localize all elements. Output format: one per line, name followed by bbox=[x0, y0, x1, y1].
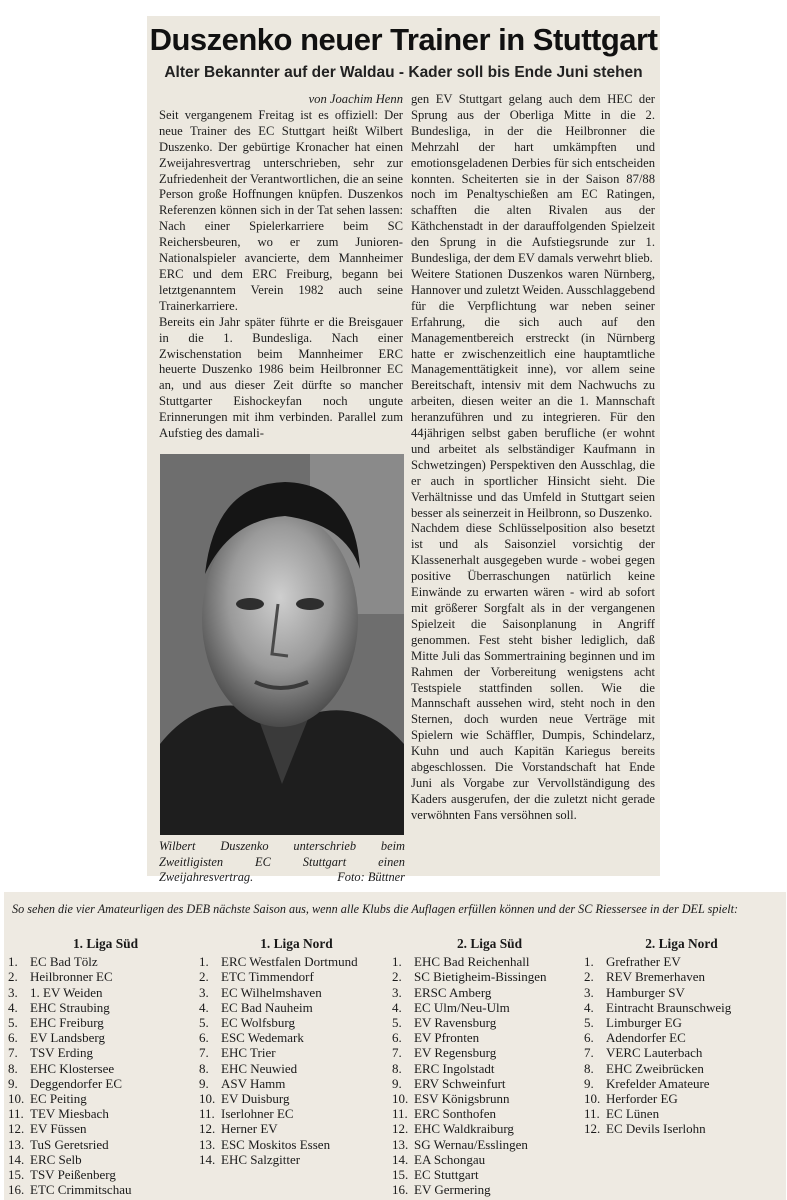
list-item bbox=[8, 1167, 203, 1182]
rank-number: 5. bbox=[199, 1015, 209, 1031]
rank-number: 4. bbox=[392, 999, 402, 1015]
list-item bbox=[392, 954, 587, 969]
team-name: EV Pfronten bbox=[414, 1030, 480, 1046]
list-item bbox=[199, 1030, 394, 1045]
rank-number: 8. bbox=[392, 1060, 402, 1076]
rank-number: 1. bbox=[392, 954, 402, 970]
list-item bbox=[584, 1076, 779, 1091]
rank-number: 9. bbox=[199, 1075, 209, 1091]
subheadline: Alter Bekannter auf der Waldau - Kader soll bis Ende Juni stehen bbox=[164, 64, 643, 81]
team-name: EC Bad Nauheim bbox=[221, 999, 313, 1015]
rank-number: 4. bbox=[199, 999, 209, 1015]
rank-number: 12. bbox=[392, 1121, 409, 1137]
rank-number: 3. bbox=[199, 984, 209, 1000]
team-name: EV Duisburg bbox=[221, 1091, 290, 1107]
rank-number: 16. bbox=[392, 1182, 409, 1198]
team-name: EC Peiting bbox=[30, 1091, 87, 1107]
list-item bbox=[584, 985, 779, 1000]
portrait-illustration bbox=[160, 454, 404, 835]
team-name: EA Schongau bbox=[414, 1151, 486, 1167]
rank-number: 3. bbox=[392, 984, 402, 1000]
rank-number: 10. bbox=[8, 1091, 25, 1107]
team-name: EV Ravensburg bbox=[414, 1015, 497, 1031]
team-name: EC Bad Tölz bbox=[30, 954, 98, 970]
team-name: TSV Erding bbox=[30, 1045, 93, 1061]
list-item bbox=[392, 1030, 587, 1045]
team-name: TuS Geretsried bbox=[30, 1136, 109, 1152]
team-name: Limburger EG bbox=[606, 1015, 682, 1031]
team-name: REV Bremerhaven bbox=[606, 969, 706, 985]
rank-number: 2. bbox=[584, 969, 594, 985]
rank-number: 9. bbox=[8, 1075, 18, 1091]
photo-credit: Foto: Büttner bbox=[337, 870, 405, 885]
list-item bbox=[8, 1030, 203, 1045]
rank-number: 11. bbox=[8, 1106, 24, 1122]
rank-number: 10. bbox=[584, 1091, 601, 1107]
team-name: Deggendorfer EC bbox=[30, 1075, 123, 1091]
list-item bbox=[199, 1106, 394, 1121]
team-name: EC Devils Iserlohn bbox=[606, 1121, 706, 1137]
list-item bbox=[392, 1000, 587, 1015]
rank-number: 7. bbox=[392, 1045, 402, 1061]
league-title: 1. Liga Nord bbox=[260, 936, 333, 951]
team-name: Iserlohner EC bbox=[221, 1106, 294, 1122]
team-list bbox=[584, 954, 779, 1136]
team-name: ERC Selb bbox=[30, 1151, 82, 1167]
rank-number: 12. bbox=[8, 1121, 25, 1137]
list-item bbox=[584, 1045, 779, 1060]
team-name: EV Landsberg bbox=[30, 1030, 105, 1046]
team-name: ESV Königsbrunn bbox=[414, 1091, 510, 1107]
rank-number: 11. bbox=[199, 1106, 215, 1122]
team-name: SC Bietigheim-Bissingen bbox=[414, 969, 547, 985]
team-list bbox=[392, 954, 587, 1197]
list-item bbox=[392, 1152, 587, 1167]
rank-number: 7. bbox=[8, 1045, 18, 1061]
league-liga-sued-1 bbox=[8, 936, 203, 1197]
list-item bbox=[8, 1121, 203, 1136]
rank-number: 8. bbox=[8, 1060, 18, 1076]
list-item bbox=[199, 1121, 394, 1136]
team-name: Heilbronner EC bbox=[30, 969, 113, 985]
list-item bbox=[199, 1091, 394, 1106]
list-item bbox=[8, 1182, 203, 1197]
rank-number: 9. bbox=[584, 1075, 594, 1091]
rank-number: 4. bbox=[584, 999, 594, 1015]
list-item bbox=[392, 1015, 587, 1030]
list-item bbox=[392, 1076, 587, 1091]
team-name: ASV Hamm bbox=[221, 1075, 286, 1091]
list-item bbox=[584, 1015, 779, 1030]
team-name: EHC Straubing bbox=[30, 999, 110, 1015]
rank-number: 11. bbox=[392, 1106, 408, 1122]
list-item bbox=[199, 985, 394, 1000]
article-column-right bbox=[411, 92, 655, 824]
rank-number: 6. bbox=[392, 1030, 402, 1046]
rank-number: 15. bbox=[392, 1167, 409, 1183]
team-name: Grefrather EV bbox=[606, 954, 681, 970]
team-name: ERC Westfalen Dortmund bbox=[221, 954, 358, 970]
team-name: Herner EV bbox=[221, 1121, 278, 1137]
rank-number: 8. bbox=[199, 1060, 209, 1076]
rank-number: 7. bbox=[584, 1045, 594, 1061]
team-name: SG Wernau/Esslingen bbox=[414, 1136, 528, 1152]
team-name: EHC Trier bbox=[221, 1045, 276, 1061]
list-item bbox=[8, 1106, 203, 1121]
team-name: Krefelder Amateure bbox=[606, 1075, 710, 1091]
list-item bbox=[199, 1076, 394, 1091]
list-item bbox=[392, 1106, 587, 1121]
rank-number: 2. bbox=[199, 969, 209, 985]
article-column-left bbox=[159, 92, 403, 442]
league-title: 2. Liga Süd bbox=[456, 936, 523, 951]
team-list bbox=[8, 954, 203, 1197]
list-item bbox=[584, 969, 779, 984]
rank-number: 10. bbox=[199, 1091, 216, 1107]
list-item bbox=[8, 1137, 203, 1152]
rank-number: 3. bbox=[8, 984, 18, 1000]
rank-number: 12. bbox=[199, 1121, 216, 1137]
rank-number: 16. bbox=[8, 1182, 25, 1198]
league-liga-nord-1 bbox=[199, 936, 394, 1167]
team-name: EV Germering bbox=[414, 1182, 491, 1198]
list-item bbox=[8, 954, 203, 969]
rank-number: 9. bbox=[392, 1075, 402, 1091]
list-item bbox=[8, 1000, 203, 1015]
rank-number: 5. bbox=[8, 1015, 18, 1031]
rank-number: 7. bbox=[199, 1045, 209, 1061]
list-item bbox=[584, 954, 779, 969]
article-paragraph: gen EV Stuttgart gelang auch dem HEC der Sprung aus der Oberliga Mitte in die 2. Bundesliga, in der die Heilbronner die Mehrzahl der hart umkämpften und emotionsgeladenen Derbies für sich entscheiden konnten. Scheiterten sie in der Saison 87/88 noch im Penaltyschießen am EC Ratingen, schafften die alten Rivalen aus der Käthchenstadt in der darauffolgenden Spielzeit den Sprung in die Aufstiegsrunde zur 1. Bundesliga, der dem EV damals verwehrt blieb. bbox=[411, 92, 655, 266]
rank-number: 13. bbox=[392, 1136, 409, 1152]
rank-number: 2. bbox=[392, 969, 402, 985]
team-name: ERC Ingolstadt bbox=[414, 1060, 495, 1076]
rank-number: 14. bbox=[8, 1151, 25, 1167]
article-paragraph: Seit vergangenem Freitag ist es offiziell: Der neue Trainer des EC Stuttgart heißt Wilbert Duszenko. Der gebürtige Kronacher hat einen Zweijahresvertrag unterschrieben, sehr zur Zufriedenheit der Verantwortlichen, die an seine Person große Hoffnungen knüpfen. Duszenkos Referenzen können sich in der Tat sehen lassen: Nach einer Spielerkarriere beim SC Reichersbeuren, wo er zum Junioren-Nationalspieler avancierte, dem Mannheimer ERC und dem ERC Freiburg, begann bei letztgenanntem Verein 1982 auch seine Trainerkarriere. bbox=[159, 107, 403, 313]
team-name: EC Lünen bbox=[606, 1106, 660, 1122]
rank-number: 5. bbox=[584, 1015, 594, 1031]
team-name: EC Wolfsburg bbox=[221, 1015, 295, 1031]
team-name: EV Regensburg bbox=[414, 1045, 497, 1061]
list-item bbox=[584, 1121, 779, 1136]
rank-number: 6. bbox=[584, 1030, 594, 1046]
team-name: ETC Crimmitschau bbox=[30, 1182, 132, 1198]
rank-number: 1. bbox=[584, 954, 594, 970]
list-item bbox=[199, 1015, 394, 1030]
league-title: 1. Liga Süd bbox=[72, 936, 139, 951]
list-item bbox=[584, 1106, 779, 1121]
team-name: Adendorfer EC bbox=[606, 1030, 686, 1046]
team-name: Herforder EG bbox=[606, 1091, 678, 1107]
list-item bbox=[199, 1152, 394, 1167]
team-name: 1. EV Weiden bbox=[30, 984, 103, 1000]
list-item bbox=[392, 985, 587, 1000]
team-name: TSV Peißenberg bbox=[30, 1167, 116, 1183]
rank-number: 3. bbox=[584, 984, 594, 1000]
team-name: EC Stuttgart bbox=[414, 1167, 479, 1183]
list-item bbox=[392, 1061, 587, 1076]
headline: Duszenko neuer Trainer in Stuttgart bbox=[149, 22, 658, 57]
rank-number: 13. bbox=[8, 1136, 25, 1152]
rank-number: 1. bbox=[8, 954, 18, 970]
list-item bbox=[584, 1061, 779, 1076]
team-name: ERV Schweinfurt bbox=[414, 1075, 506, 1091]
list-item bbox=[8, 1076, 203, 1091]
rank-number: 13. bbox=[199, 1136, 216, 1152]
team-name: EV Füssen bbox=[30, 1121, 87, 1137]
list-item bbox=[8, 1045, 203, 1060]
list-item bbox=[392, 1182, 587, 1197]
team-name: ERSC Amberg bbox=[414, 984, 492, 1000]
list-item bbox=[584, 1091, 779, 1106]
team-name: Eintracht Braunschweig bbox=[606, 999, 732, 1015]
list-item bbox=[199, 969, 394, 984]
article-clipping bbox=[147, 16, 660, 885]
team-name: ETC Timmendorf bbox=[221, 969, 314, 985]
list-item bbox=[392, 1167, 587, 1182]
rank-number: 4. bbox=[8, 999, 18, 1015]
rank-number: 14. bbox=[392, 1151, 409, 1167]
article-paragraph: Nachdem diese Schlüsselposition also besetzt ist und als Saisonziel vorsichtig der Klassenerhalt ausgegeben wurde - wobei gegen positive Überraschungen natürlich keine Einwände zu erwarten wären - wird ab sofort mit größerer Sorgfalt als in der vergangenen Spielzeit die Saisonplanung in Angriff genommen. Fest steht bisher lediglich, daß Mitte Juli das Sommertraining beginnen und im Rahmen der Vorbereitung wenigstens acht Testspiele stattfinden sollen. Wie die Mannschaft aussehen wird, steht noch in den Sternen, doch wurden neue Verträge mit Spielern wie Schäffler, Dumpis, Schindelarz, Kuhn und auch Kapitän Kariegus bereits abgeschlossen. Die Vorstandschaft hat Ende Juni als Vorgabe zur Vervollständigung des Kaders ausgerufen, der die zuletzt nicht gerade verwöhnten Fans versöhnen soll. bbox=[411, 521, 655, 822]
team-name: ESC Moskitos Essen bbox=[221, 1136, 331, 1152]
list-item bbox=[392, 1091, 587, 1106]
rank-number: 1. bbox=[199, 954, 209, 970]
caption-text: Wilbert Duszenko unterschrieb beim Zweitligisten EC Stuttgart einen Zweijahresvertrag. bbox=[159, 839, 405, 885]
rank-number: 8. bbox=[584, 1060, 594, 1076]
list-item bbox=[8, 985, 203, 1000]
list-item bbox=[392, 969, 587, 984]
portrait-photo bbox=[160, 454, 404, 835]
team-name: EC Wilhelmshaven bbox=[221, 984, 322, 1000]
team-list bbox=[199, 954, 394, 1167]
rank-number: 2. bbox=[8, 969, 18, 985]
team-name: ESC Wedemark bbox=[221, 1030, 304, 1046]
list-item bbox=[199, 1137, 394, 1152]
article-paragraph: Bereits ein Jahr später führte er die Breisgauer in die 1. Bundesliga. Nach einer Zwischenstation beim Mannheimer ERC heuerte Duszenko 1986 beim Heilbronner EC an, und aus dieser Zeit dürfte so mancher Stuttgarter Eishockeyfan noch ungute Erinnerungen mit ihm verbinden. Parallel zum Aufstieg des damali- bbox=[159, 314, 403, 441]
league-title: 2. Liga Nord bbox=[645, 936, 718, 951]
team-name: EHC Waldkraiburg bbox=[414, 1121, 514, 1137]
list-item bbox=[199, 1045, 394, 1060]
rank-number: 5. bbox=[392, 1015, 402, 1031]
team-name: VERC Lauterbach bbox=[606, 1045, 703, 1061]
rank-number: 6. bbox=[199, 1030, 209, 1046]
rank-number: 11. bbox=[584, 1106, 600, 1122]
list-item bbox=[584, 1030, 779, 1045]
list-item bbox=[392, 1121, 587, 1136]
league-intro: So sehen die vier Amateurligen des DEB nächste Saison aus, wenn alle Klubs die Auflagen erfüllen können und der SC Riessersee in der DEL spielt: bbox=[12, 902, 739, 916]
list-item bbox=[584, 1000, 779, 1015]
rank-number: 12. bbox=[584, 1121, 601, 1137]
rank-number: 14. bbox=[199, 1151, 216, 1167]
list-item bbox=[8, 1061, 203, 1076]
photo-caption bbox=[159, 839, 405, 886]
team-name: EHC Neuwied bbox=[221, 1060, 298, 1076]
team-name: TEV Miesbach bbox=[30, 1106, 109, 1122]
list-item bbox=[8, 1091, 203, 1106]
list-item bbox=[199, 1061, 394, 1076]
list-item bbox=[8, 969, 203, 984]
team-name: EHC Freiburg bbox=[30, 1015, 104, 1031]
team-name: Hamburger SV bbox=[606, 984, 685, 1000]
team-name: EHC Bad Reichenhall bbox=[414, 954, 530, 970]
list-item bbox=[199, 1000, 394, 1015]
league-table-clipping bbox=[4, 892, 786, 1200]
team-name: EHC Klostersee bbox=[30, 1060, 115, 1076]
rank-number: 15. bbox=[8, 1167, 25, 1183]
rank-number: 6. bbox=[8, 1030, 18, 1046]
team-name: EHC Zweibrücken bbox=[606, 1060, 704, 1076]
team-name: ERC Sonthofen bbox=[414, 1106, 496, 1122]
byline: von Joachim Henn bbox=[308, 92, 403, 106]
rank-number: 10. bbox=[392, 1091, 409, 1107]
team-name: EC Ulm/Neu-Ulm bbox=[414, 999, 510, 1015]
list-item bbox=[8, 1015, 203, 1030]
list-item bbox=[392, 1137, 587, 1152]
league-liga-nord-2 bbox=[584, 936, 779, 1137]
list-item bbox=[8, 1152, 203, 1167]
article-paragraph: Weitere Stationen Duszenkos waren Nürnberg, Hannover und zuletzt Weiden. Ausschlaggebend für die Verpflichtung war neben seiner Erfahrung, die sich auch auf den Managementbereich erstreckt (in Nürnberg hatte er zwischenzeitlich eine hauptamtliche Managementtätigkeit inne), vor allem seine Bereitschaft, intensiv mit dem Nachwuchs zu arbeiten, diesen weiter an die 1. Mannschaft heranzuführen und zu integrieren. Für den 44jährigen selbst gaben berufliche (er wohnt und arbeitet als selbständiger Kaufmann in Schwetzingen) Perspektiven den Ausschlag, die er auch in sportlicher Hinsicht sieht. Die Verhältnisse und das Umfeld in Stuttgart seien besser als seinerzeit in Heilbronn, so Duszenko. bbox=[411, 266, 655, 520]
list-item bbox=[199, 954, 394, 969]
team-name: EHC Salzgitter bbox=[221, 1151, 301, 1167]
league-liga-sued-2 bbox=[392, 936, 587, 1197]
list-item bbox=[392, 1045, 587, 1060]
